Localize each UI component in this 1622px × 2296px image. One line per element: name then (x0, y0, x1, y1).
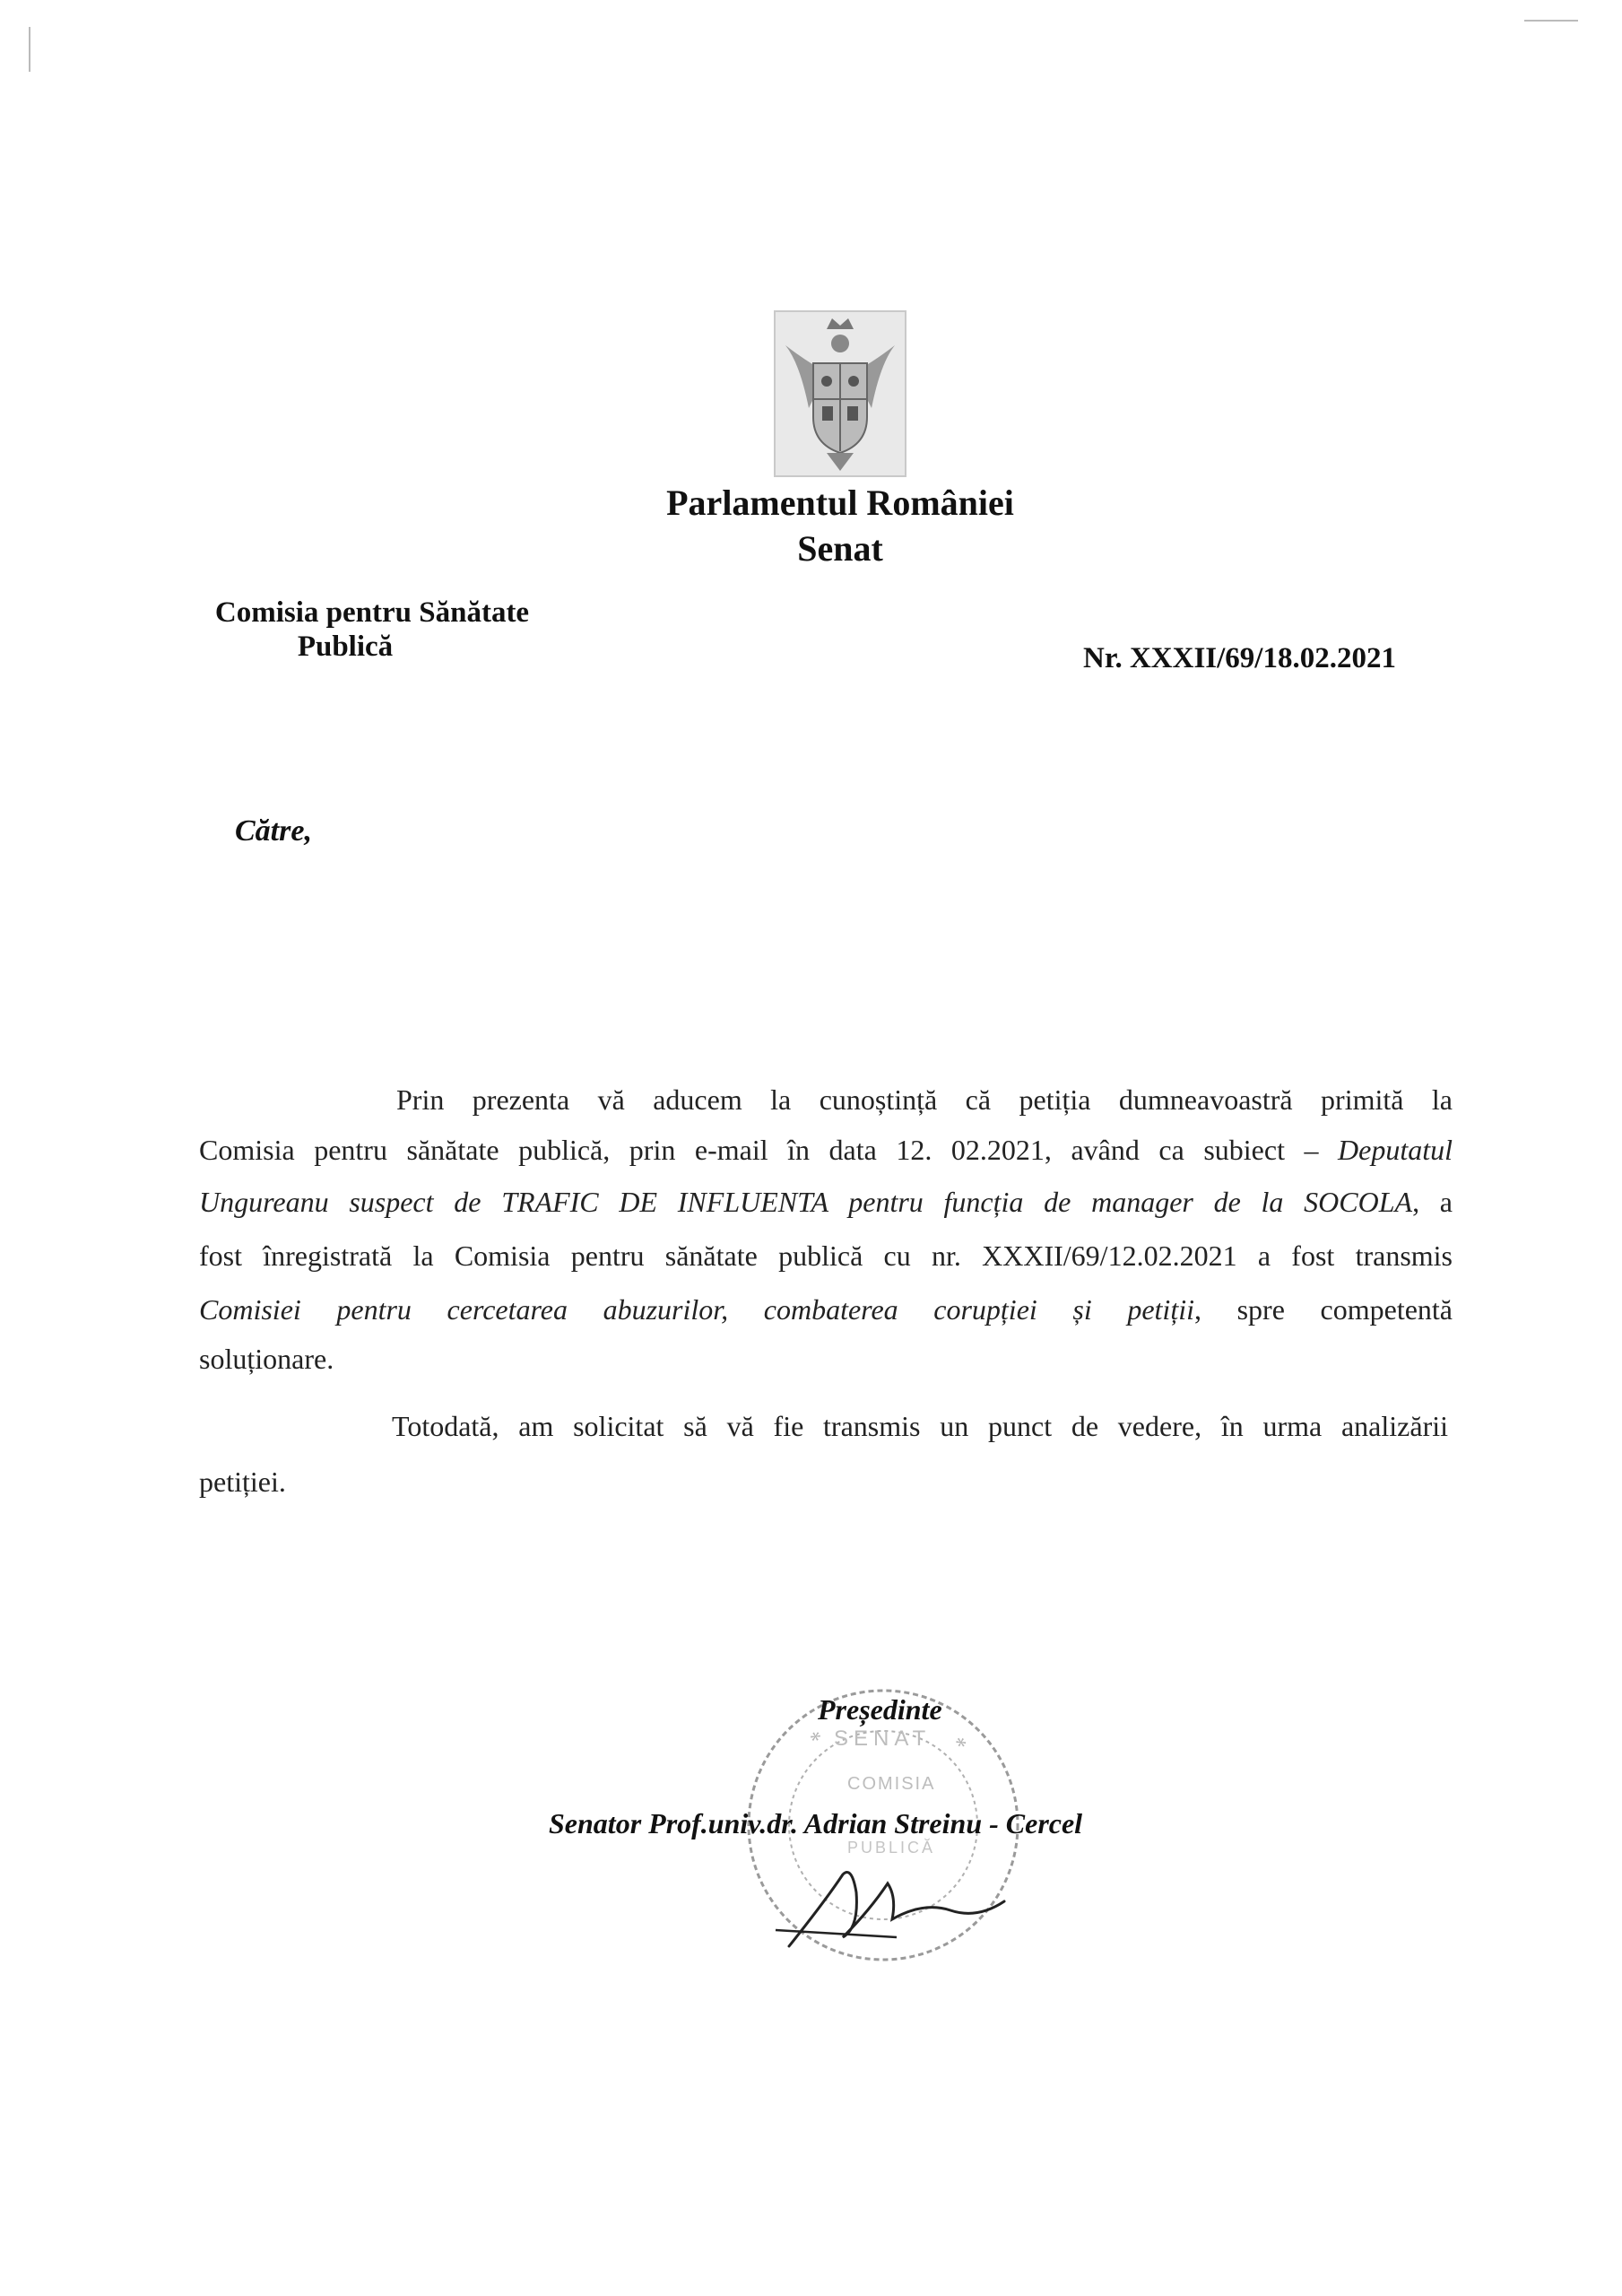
paragraph1-line5-suffix: , spre competentă (1194, 1293, 1453, 1326)
paragraph1-line6: soluționare. (199, 1343, 334, 1375)
signatory-name: Senator Prof.univ.dr. Adrian Streinu - Cercel (549, 1807, 1083, 1839)
paragraph1-line3-suffix: , a (1412, 1186, 1453, 1218)
paragraph1-line5 (199, 1283, 1453, 1336)
paragraph1-line4: fost înregistrată la Comisia pentru sănătate publică cu nr. XXXII/69/12.02.2021 a fost transmis (199, 1239, 1453, 1272)
paragraph1-line3 (199, 1175, 1453, 1229)
paragraph1-line1: Prin prezenta vă aducem la cunoștință că petiția dumneavoastră primită la (396, 1083, 1453, 1116)
paragraph1-line2-text: Comisia pentru sănătate publică, prin e-mail în data 12. 02.2021, având ca subiect – (199, 1134, 1339, 1166)
paragraph1-line2 (199, 1123, 1453, 1177)
paragraph1-line3-subject: Ungureanu suspect de TRAFIC DE INFLUENTA pentru funcția de manager de la SOCOLA (199, 1186, 1413, 1218)
paragraph1-line2-subject: Deputatul (1338, 1134, 1453, 1166)
stamp-text-senat: SENAT (834, 1726, 932, 1751)
scan-artifact-right (1524, 20, 1578, 22)
paragraph1-line5-commission: Comisiei pentru cercetarea abuzurilor, combaterea corupției și petiții (199, 1293, 1194, 1326)
committee-name-line2: Publică (297, 631, 394, 663)
stamp-text-comisia: COMISIA (847, 1774, 936, 1794)
committee-name-line1: Comisia pentru Sănătate (214, 596, 530, 629)
handwritten-signature (771, 1848, 1022, 1964)
registration-number: Nr. XXXII/69/18.02.2021 (1083, 642, 1396, 674)
stamp-text-publica: PUBLICĂ (847, 1839, 936, 1857)
signature-title: Președinte (818, 1693, 942, 1726)
salutation: Către, (235, 814, 312, 848)
parliament-title: Parlamentul României (666, 483, 1014, 523)
coat-of-arms-emblem (773, 309, 907, 478)
svg-text:*: * (948, 1731, 971, 1760)
chamber-title: Senat (797, 528, 883, 569)
paragraph2-line1: Totodată, am solicitat să vă fie transmis un punct de vedere, în urma analizării (392, 1410, 1448, 1442)
paragraph2-line2: petiției. (199, 1465, 286, 1498)
svg-text:*: * (805, 1725, 829, 1754)
scan-artifact-left (29, 27, 30, 72)
